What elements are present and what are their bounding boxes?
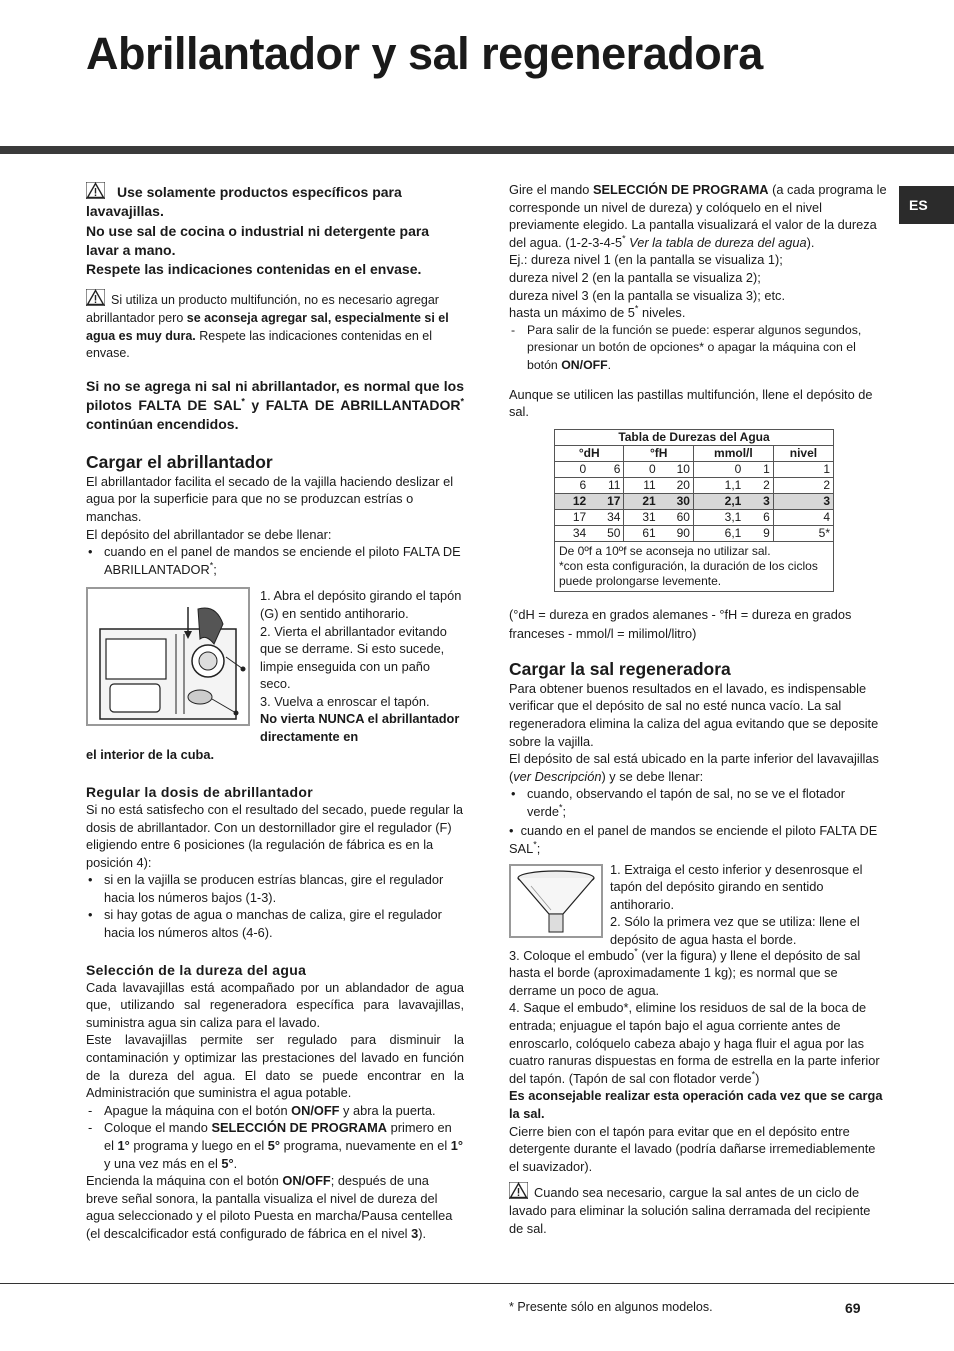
table-header: mmol/l [693,445,773,461]
salt-step-4: 4. Saque el embudo*, elimine los residuos de sal de la boca de entrada; enjuague el tapón bajo el agua corriente antes de enroscarlo, colóquelo cabeza abajo y haga fluir el agua por las cuatro ranuras dispuestas en forma de estrella en la parte inferior del tapón. (Tapón de sal con flotador verde*) [509,1000,880,1086]
right-column [509,181,887,1237]
section-heading-salt: Cargar la sal regeneradora [509,658,731,679]
section-heading-dose: Regular la dosis de abrillantador [86,783,313,800]
hardness-paragraph-2: Este lavavajillas permite ser regulado para disminuir la contaminación y optimizar las prestaciones del lavado en función de la dureza del agua. El dato se puede encontrar en la Administración que suministra el agua potable. [86,1032,464,1101]
dose-bullet-1: • si en la vajilla se producen estrías blancas, gire el regulador hacia los números bajos (1-3). [104,871,464,906]
rinse-paragraph-2: El depósito del abrillantador se debe llenar: [86,526,332,542]
hardness-table-block [554,429,887,592]
salt-step-2: 2. Sólo la primera vez que se utiliza: llene el depósito de agua hasta el borde. [610,914,860,948]
salt-paragraph-2: El depósito de sal está ubicado en la parte inferior del lavavajillas (ver Descripción) y se debe llenar: [509,751,879,784]
hardness-dash-2: - Coloque el mando SELECCIÓN DE PROGRAMA primero en el 1° programa y luego en el 5° programa, nuevamente en el 1° y una vez más en el 5°. [104,1119,464,1172]
hardness-table [554,429,834,592]
warning-triangle-icon [86,289,105,306]
table-note-1: De 0ºf a 10ºf se aconseja no utilizar sal. [559,543,771,558]
warning-multifunction: Si utiliza un producto multifunción, no es necesario agregar abrillantador pero se aconseja agregar sal, especialmente si el agua es muy dura. Respete las indicaciones contenidas en el envase. [86,289,464,362]
rinse-step-1: 1. Abra el depósito girando el tapón (G) en sentido antihorario. [260,588,462,621]
footer-divider [0,1283,954,1284]
rinse-step-2: 2. Vierta el abrillantador evitando que se derrame. Si esto sucede, limpie enseguida con un paño seco. [260,623,447,692]
notice-pilots: Si no se agrega ni sal ni abrillantador, es normal que los pilotos FALTA DE SAL* y FALTA DE ABRILLANTADOR* continúan encendidos. [86,377,464,433]
hardness-intro: Gire el mando SELECCIÓN DE PROGRAMA (a cada programa le corresponde un nivel de dureza) y colóquelo en el nivel previamente elegido. La pantalla visualizará el valor de la dureza del agua. (1-2-3-4-5* Ver la tabla de dureza del agua). [509,182,887,250]
hardness-dash-1: - Apague la máquina con el botón ON/OFF y abra la puerta. [104,1102,464,1120]
warning-triangle-icon [86,182,105,199]
table-note-2: *con esta configuración, la duración de los ciclos puede prolongarse levemente. [559,558,818,588]
salt-paragraph-3: Cierre bien con el tapón para evitar que en el depósito entre detergente durante el lavado (podría dañarse irremediablemente el suavizador). [509,1123,876,1174]
example-3: dureza nivel 3 (en la pantalla se visualiza 3); etc. [509,287,785,303]
rinse-steps [260,587,464,745]
warning-line-3: Respete las indicaciones contenidas en el envase. [86,261,422,278]
tablets-note: Aunque se utilicen las pastillas multifunción, llene el depósito de sal. [509,386,873,420]
table-header: °fH [624,445,693,461]
dose-paragraph: Si no está satisfecho con el resultado del secado, puede regular la dosis de abrillantador. Con un destornillador gire el regulador (F) eligiendo entre 6 posiciones (la regulación de fábrica es en la posición 4): [86,801,464,870]
rinse-warning-b: el interior de la cuba. [86,747,215,763]
salt-step-3: 3. Coloque el embudo* (ver la figura) y llene el depósito de sal hasta el borde (aproximadamente 1 kg); es normal que se derrame un poco de agua. [509,946,861,998]
rinse-step-3: 3. Vuelva a enroscar el tapón. [260,693,430,709]
example-2: dureza nivel 2 (en la pantalla se visualiza 2); [509,269,761,285]
warning-products [86,182,464,279]
example-1: Ej.: dureza nivel 1 (en la pantalla se visualiza 1); [509,252,783,268]
page-title: Abrillantador y sal regeneradora [86,28,763,79]
units-legend: (°dH = dureza en grados alemanes - °fH = dureza en grados franceses - mmol/l = milimol/litro) [509,606,852,641]
title-divider [0,146,954,154]
warning-line-1: Use solamente productos específicos para lavavajillas. [86,184,402,220]
table-row: 6 11 11 20 1,1 2 2 [555,477,834,493]
dose-bullet-2: • si hay gotas de agua o manchas de caliza, gire el regulador hacia los números altos (4-6). [104,906,464,941]
table-title: Tabla de Durezas del Agua [555,429,834,445]
section-heading-rinse-aid: Cargar el abrillantador [86,451,273,472]
table-header: nivel [773,445,833,461]
hardness-paragraph-3: Encienda la máquina con el botón ON/OFF; después de una breve señal sonora, la pantalla visualiza el nivel de dureza del agua seleccionado y el piloto Puesta en marcha/Pausa centellea (el descalcificador está configurado de fábrica en el nivel 3). [86,1173,453,1241]
table-header: °dH [555,445,624,461]
salt-figure-block [509,861,887,947]
table-row: 0 6 0 10 0 1 1 [555,461,834,477]
salt-paragraph-1: Para obtener buenos resultados en el lavado, es indispensable verificar que el depósito de sal no esté nunca vacío. La sal regeneradora elimina la caliza del agua evitando que se deposite sobre la vajilla. [509,680,879,749]
left-column [86,182,464,1243]
footnote: * Presente sólo en algunos modelos. [509,1300,713,1314]
warning-line-2: No use sal de cocina o industrial ni detergente para lavar a mano. [86,222,430,258]
example-4: hasta un máximo de 5* niveles. [509,303,686,321]
rinse-figure-block [86,580,464,745]
rinse-warning-a: No vierta NUNCA el abrillantador directamente en [260,711,460,745]
table-row: 34 50 61 90 6,1 9 5* [555,525,834,541]
table-row: 17 34 31 60 3,1 6 4 [555,509,834,525]
warning-triangle-icon [509,1182,528,1199]
exit-function-note: - Para salir de la función se puede: esperar algunos segundos, presionar un botón de opciones* o apagar la máquina con el botón ON/OFF. [527,322,887,375]
rinse-paragraph-1: El abrillantador facilita el secado de la vajilla haciendo deslizar el agua por la superficie para que no se produzcan estrías o manchas. [86,473,454,524]
rinse-aid-dispenser-illustration [86,587,250,726]
salt-bullet-2: • cuando en el panel de mandos se enciende el piloto FALTA DE SAL*; [509,823,878,857]
rinse-bullet: • cuando en el panel de mandos se enciende el piloto FALTA DE ABRILLANTADOR*; [104,543,464,578]
salt-advice: Es aconsejable realizar esta operación cada vez que se carga la sal. [509,1088,883,1121]
language-tab: ES [899,186,954,224]
table-notes [555,541,834,591]
section-heading-hardness: Selección de la dureza del agua [86,961,307,978]
hardness-paragraph-1: Cada lavavajillas está acompañado por un ablandador de agua que, utilizando sal regeneradora específica para lavavajillas, suministra agua sin caliza para el lavado. [86,979,464,1030]
salt-bullet-1: • cuando, observando el tapón de sal, no se ve el flotador verde*; [527,785,887,820]
salt-warning: Cuando sea necesario, cargue la sal antes de un ciclo de lavado para eliminar la solución salina derramada del recipiente de sal. [509,1182,887,1237]
funnel-illustration [509,864,603,938]
table-row-highlighted: 12 17 21 30 2,1 3 3 [555,493,834,509]
page-number: 69 [845,1300,861,1316]
salt-steps [610,861,887,949]
salt-step-1: 1. Extraiga el cesto inferior y desenrosque el tapón del depósito girando en sentido antihorario. [610,861,863,912]
